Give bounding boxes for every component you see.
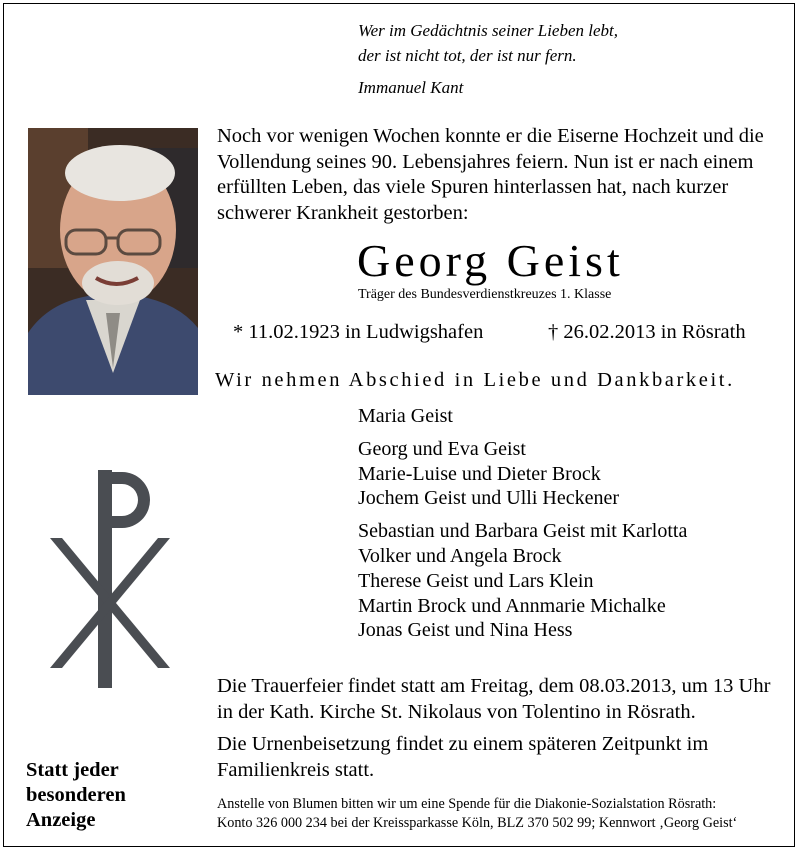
family-group-grandchildren bbox=[358, 519, 687, 643]
quote-line-1: Wer im Gedächtnis seiner Lieben lebt, bbox=[358, 21, 618, 40]
family-member: Therese Geist und Lars Klein bbox=[358, 569, 594, 592]
quote-line-2: der ist nicht tot, der ist nur fern. bbox=[358, 46, 577, 65]
family-group-spouse bbox=[358, 404, 687, 429]
family-member: Jonas Geist und Nina Hess bbox=[358, 619, 573, 642]
intro-text: Noch vor wenigen Wochen konnte er die Eiserne Hochzeit und die Vollendung seines 90. Lebensjahres feiern. Nun ist er nach einem erfüllten Leben, das viele Spuren hinterlassen hat, nach kurzer schwerer Krankheit gestorben: bbox=[217, 125, 764, 224]
funeral-service-text: Die Trauerfeier findet statt am Freitag, dem 08.03.2013, um 13 Uhr in der Kath. Kirche St. Nikolaus von Tolentino in Rösrath. bbox=[217, 675, 771, 723]
donation-note bbox=[217, 795, 737, 833]
portrait-photo bbox=[28, 128, 198, 395]
family-member: Jochem Geist und Ulli Heckener bbox=[358, 487, 620, 510]
statt-line-3: Anzeige bbox=[26, 809, 96, 831]
death-date: † 26.02.2013 in Rösrath bbox=[548, 321, 746, 343]
farewell-line: Wir nehmen Abschied in Liebe und Dankbarkeit. bbox=[215, 369, 735, 391]
birth-date: * 11.02.1923 in Ludwigshafen bbox=[233, 321, 484, 343]
chi-rho-symbol-icon bbox=[40, 468, 180, 690]
family-member: Sebastian und Barbara Geist mit Karlotta bbox=[358, 520, 688, 543]
family-member: Marie-Luise und Dieter Brock bbox=[358, 462, 601, 485]
statt-line-1: Statt jeder bbox=[26, 759, 119, 781]
award-line: Träger des Bundesverdienstkreuzes 1. Klasse bbox=[358, 287, 612, 302]
epigraph-quote bbox=[358, 18, 618, 100]
family-member: Maria Geist bbox=[358, 405, 453, 427]
quote-author: Immanuel Kant bbox=[358, 78, 464, 97]
donation-line-2: Konto 326 000 234 bei der Kreissparkasse Köln, BLZ 370 502 99; Kennwort ‚Georg Geist‘ bbox=[217, 815, 738, 831]
urn-burial-text: Die Urnenbeisetzung findet zu einem späteren Zeitpunkt im Familienkreis statt. bbox=[217, 733, 709, 781]
family-member: Martin Brock und Annmarie Michalke bbox=[358, 594, 666, 617]
family-list bbox=[358, 404, 687, 651]
statt-jeder-anzeige bbox=[26, 758, 126, 833]
donation-line-1: Anstelle von Blumen bitten wir um eine Spende für die Diakonie-Sozialstation Rösrath: bbox=[217, 796, 717, 812]
family-member: Volker und Angela Brock bbox=[358, 544, 562, 567]
family-member: Georg und Eva Geist bbox=[358, 437, 526, 460]
deceased-name: Georg Geist bbox=[357, 235, 624, 286]
statt-line-2: besonderen bbox=[26, 784, 126, 806]
ceremony-info bbox=[217, 674, 789, 790]
family-group-children bbox=[358, 437, 687, 511]
